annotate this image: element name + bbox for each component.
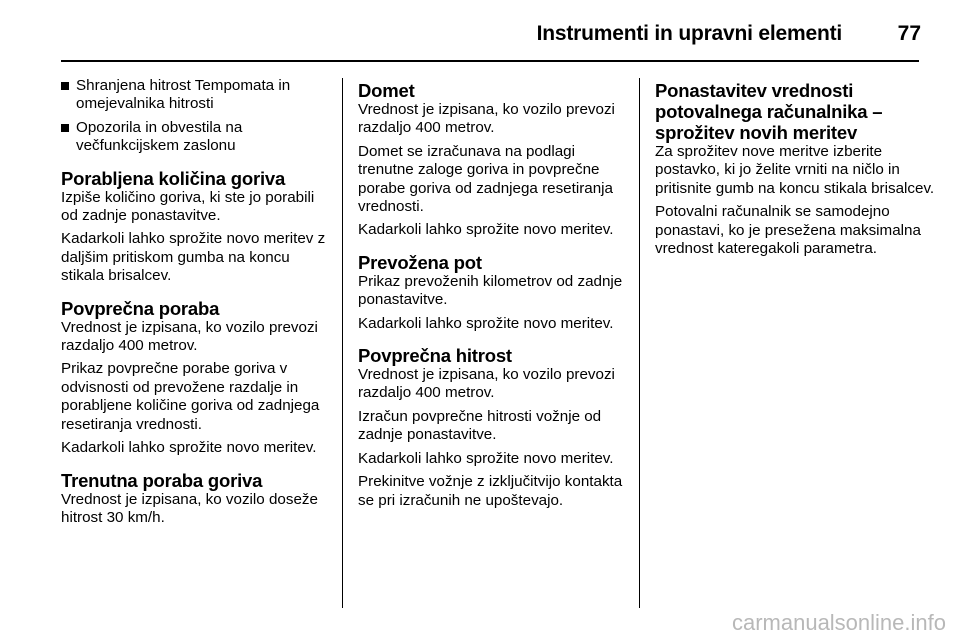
column-3 <box>655 80 935 263</box>
paragraph: Vrednost je izpisana, ko vozilo prevozi razdaljo 400 metrov. <box>358 366 615 402</box>
section-domet <box>358 80 628 240</box>
paragraph: Prikaz povprečne porabe goriva v odvisnosti od prevožene razdalje in porabljene količine goriva od zadnjega resetiranja vrednosti. <box>61 360 320 433</box>
watermark: carmanualsonline.info <box>731 610 946 635</box>
section-heading: Povprečna poraba <box>61 297 220 319</box>
section-heading: Povprečna hitrost <box>358 345 512 367</box>
bullet-item <box>61 77 331 114</box>
section-heading: Trenutna poraba goriva <box>61 469 263 491</box>
bullet-text: Opozorila in obvestila na večfunkcijskem zaslonu <box>76 118 243 155</box>
paragraph: Za sprožitev nove meritve izberite postavko, ki jo želite vrniti na ničlo in pritisnite gumb na koncu stikala brisalcev. <box>655 143 935 197</box>
paragraph: Vrednost je izpisana, ko vozilo doseže hitrost 30 km/h. <box>61 490 318 526</box>
paragraph: Izpiše količino goriva, ki ste jo porabili od zadnje ponastavitve. <box>61 188 315 225</box>
square-bullet-icon <box>61 124 69 132</box>
section-trenutna-poraba <box>61 470 331 528</box>
column-1 <box>61 77 331 532</box>
paragraph: Kadarkoli lahko sprožite novo meritev. <box>358 449 614 467</box>
section-heading: Domet <box>358 80 415 101</box>
column-divider-2 <box>639 78 640 608</box>
paragraph: Izračun povprečne hitrosti vožnje od zadnje ponastavitve. <box>358 407 602 444</box>
paragraph: Prikaz prevoženih kilometrov od zadnje ponastavitve. <box>358 272 623 309</box>
paragraph: Kadarkoli lahko sprožite novo meritev z daljšim pritiskom gumba na koncu stikala brisalcev. <box>61 230 326 285</box>
bullet-text: Shranjena hitrost Tempomata in omejevalnika hitrosti <box>76 77 291 113</box>
paragraph: Vrednost je izpisana, ko vozilo prevozi razdaljo 400 metrov. <box>61 318 318 355</box>
paragraph: Domet se izračunava na podlagi trenutne zaloge goriva in povprečne porabe goriva od zadnjega resetiranja vrednosti. <box>358 142 613 216</box>
square-bullet-icon <box>61 82 69 90</box>
column-2 <box>358 80 628 515</box>
paragraph: Kadarkoli lahko sprožite novo meritev. <box>358 314 614 332</box>
header-title: Instrumenti in upravni elementi <box>536 22 842 45</box>
section-povprecna-hitrost <box>358 345 628 510</box>
section-prevozena-pot <box>358 252 628 333</box>
paragraph: Potovalni računalnik se samodejno ponastavi, ko je presežena maksimalna vrednost kateregakoli parametra. <box>655 203 921 258</box>
page-number: 77 <box>897 22 921 45</box>
section-ponastavitev <box>655 80 935 258</box>
page-header <box>0 0 960 60</box>
column-divider-1 <box>342 78 343 608</box>
paragraph: Vrednost je izpisana, ko vozilo prevozi razdaljo 400 metrov. <box>358 101 615 137</box>
section-heading: Porabljena količina goriva <box>61 167 286 189</box>
paragraph: Kadarkoli lahko sprožite novo meritev. <box>61 439 317 457</box>
section-porabljena-kolicina <box>61 168 331 286</box>
paragraph: Kadarkoli lahko sprožite novo meritev. <box>358 221 614 239</box>
section-heading: Prevožena pot <box>358 251 482 273</box>
paragraph: Prekinitve vožnje z izključitvijo kontakta se pri izračunih ne upoštevajo. <box>358 473 623 509</box>
section-povprecna-poraba <box>61 298 331 458</box>
section-heading: Ponastavitev vrednosti potovalnega računalnika – sprožitev novih meritev <box>655 80 883 143</box>
bullet-item <box>61 119 331 156</box>
header-rule <box>61 60 919 62</box>
